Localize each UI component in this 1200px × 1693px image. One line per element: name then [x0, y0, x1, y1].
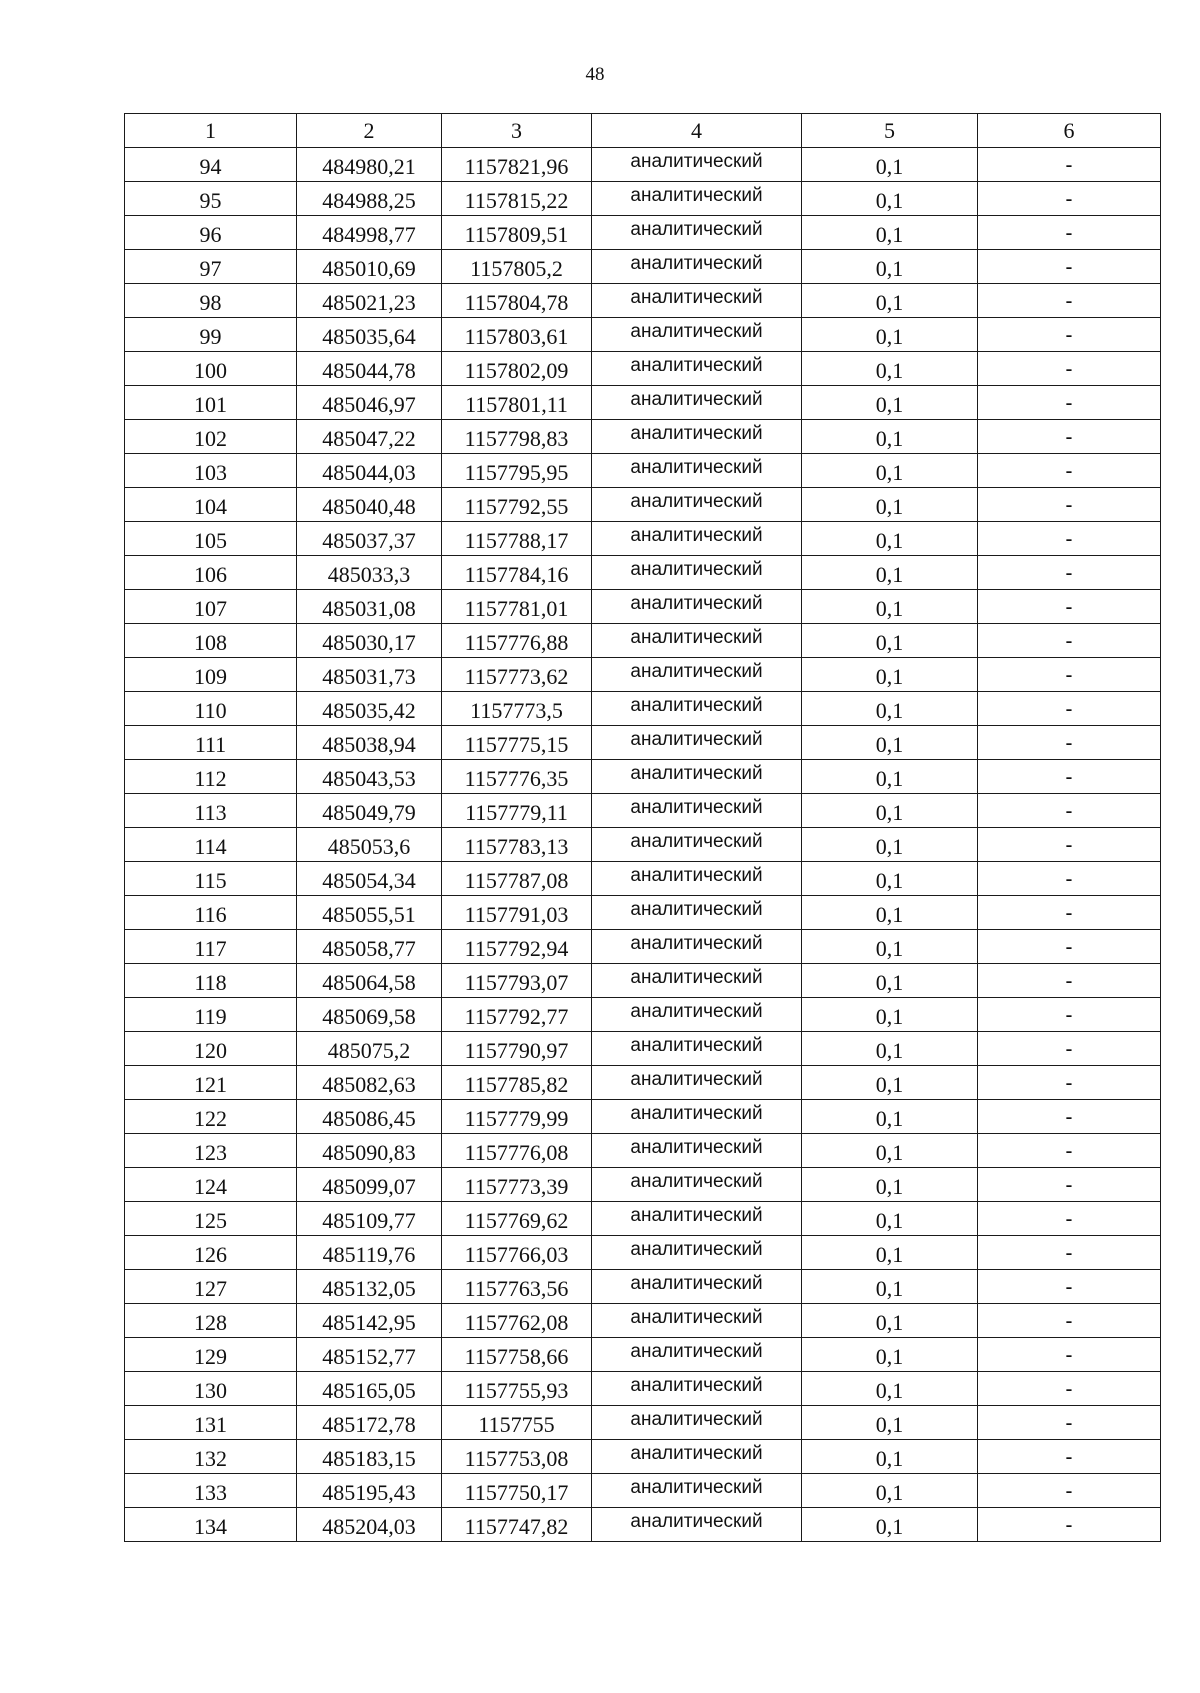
method-cell: аналитический — [592, 726, 802, 760]
note-cell: - — [978, 1270, 1161, 1304]
note-cell: - — [978, 1168, 1161, 1202]
note-cell: - — [978, 386, 1161, 420]
method-cell: аналитический — [592, 1066, 802, 1100]
coordinates-table-container — [124, 113, 1161, 1542]
note-cell: - — [978, 1100, 1161, 1134]
accuracy-cell: 0,1 — [802, 1372, 978, 1406]
note-cell: - — [978, 216, 1161, 250]
table-row — [125, 352, 1161, 386]
table-row — [125, 1474, 1161, 1508]
table-row — [125, 1372, 1161, 1406]
note-cell: - — [978, 1066, 1161, 1100]
y-coordinate-cell: 1157750,17 — [442, 1474, 592, 1508]
point-number-cell: 105 — [125, 522, 297, 556]
y-coordinate-cell: 1157773,39 — [442, 1168, 592, 1202]
method-cell: аналитический — [592, 964, 802, 998]
method-cell: аналитический — [592, 1508, 802, 1542]
point-number-cell: 96 — [125, 216, 297, 250]
accuracy-cell: 0,1 — [802, 590, 978, 624]
method-cell: аналитический — [592, 1474, 802, 1508]
y-coordinate-cell: 1157758,66 — [442, 1338, 592, 1372]
note-cell: - — [978, 1440, 1161, 1474]
table-row — [125, 182, 1161, 216]
table-row — [125, 420, 1161, 454]
y-coordinate-cell: 1157773,62 — [442, 658, 592, 692]
table-header-row — [125, 114, 1161, 148]
header-col-6: 6 — [978, 114, 1161, 148]
accuracy-cell: 0,1 — [802, 488, 978, 522]
x-coordinate-cell: 485204,03 — [297, 1508, 442, 1542]
accuracy-cell: 0,1 — [802, 1066, 978, 1100]
y-coordinate-cell: 1157792,55 — [442, 488, 592, 522]
y-coordinate-cell: 1157779,11 — [442, 794, 592, 828]
x-coordinate-cell: 485195,43 — [297, 1474, 442, 1508]
x-coordinate-cell: 485030,17 — [297, 624, 442, 658]
note-cell: - — [978, 488, 1161, 522]
point-number-cell: 106 — [125, 556, 297, 590]
y-coordinate-cell: 1157787,08 — [442, 862, 592, 896]
table-row — [125, 522, 1161, 556]
y-coordinate-cell: 1157781,01 — [442, 590, 592, 624]
method-cell: аналитический — [592, 658, 802, 692]
x-coordinate-cell: 485069,58 — [297, 998, 442, 1032]
method-cell: аналитический — [592, 352, 802, 386]
x-coordinate-cell: 485035,64 — [297, 318, 442, 352]
x-coordinate-cell: 485038,94 — [297, 726, 442, 760]
table-row — [125, 1134, 1161, 1168]
table-row — [125, 794, 1161, 828]
table-row — [125, 454, 1161, 488]
x-coordinate-cell: 485119,76 — [297, 1236, 442, 1270]
note-cell: - — [978, 964, 1161, 998]
coordinates-table — [124, 113, 1161, 1542]
method-cell: аналитический — [592, 488, 802, 522]
y-coordinate-cell: 1157776,35 — [442, 760, 592, 794]
x-coordinate-cell: 485044,03 — [297, 454, 442, 488]
y-coordinate-cell: 1157769,62 — [442, 1202, 592, 1236]
point-number-cell: 132 — [125, 1440, 297, 1474]
method-cell: аналитический — [592, 420, 802, 454]
method-cell: аналитический — [592, 1100, 802, 1134]
accuracy-cell: 0,1 — [802, 1236, 978, 1270]
note-cell: - — [978, 556, 1161, 590]
x-coordinate-cell: 485040,48 — [297, 488, 442, 522]
method-cell: аналитический — [592, 692, 802, 726]
x-coordinate-cell: 485099,07 — [297, 1168, 442, 1202]
y-coordinate-cell: 1157803,61 — [442, 318, 592, 352]
point-number-cell: 125 — [125, 1202, 297, 1236]
accuracy-cell: 0,1 — [802, 726, 978, 760]
note-cell: - — [978, 692, 1161, 726]
y-coordinate-cell: 1157821,96 — [442, 148, 592, 182]
point-number-cell: 114 — [125, 828, 297, 862]
accuracy-cell: 0,1 — [802, 1474, 978, 1508]
note-cell: - — [978, 1202, 1161, 1236]
point-number-cell: 123 — [125, 1134, 297, 1168]
accuracy-cell: 0,1 — [802, 318, 978, 352]
note-cell: - — [978, 1474, 1161, 1508]
x-coordinate-cell: 484988,25 — [297, 182, 442, 216]
method-cell: аналитический — [592, 1134, 802, 1168]
note-cell: - — [978, 1338, 1161, 1372]
point-number-cell: 103 — [125, 454, 297, 488]
accuracy-cell: 0,1 — [802, 1032, 978, 1066]
note-cell: - — [978, 828, 1161, 862]
x-coordinate-cell: 484980,21 — [297, 148, 442, 182]
note-cell: - — [978, 284, 1161, 318]
point-number-cell: 107 — [125, 590, 297, 624]
note-cell: - — [978, 760, 1161, 794]
table-row — [125, 930, 1161, 964]
accuracy-cell: 0,1 — [802, 1270, 978, 1304]
accuracy-cell: 0,1 — [802, 930, 978, 964]
header-col-1: 1 — [125, 114, 297, 148]
x-coordinate-cell: 485132,05 — [297, 1270, 442, 1304]
y-coordinate-cell: 1157804,78 — [442, 284, 592, 318]
note-cell: - — [978, 794, 1161, 828]
point-number-cell: 121 — [125, 1066, 297, 1100]
table-row — [125, 1508, 1161, 1542]
y-coordinate-cell: 1157795,95 — [442, 454, 592, 488]
point-number-cell: 117 — [125, 930, 297, 964]
y-coordinate-cell: 1157802,09 — [442, 352, 592, 386]
method-cell: аналитический — [592, 1270, 802, 1304]
point-number-cell: 118 — [125, 964, 297, 998]
table-row — [125, 1270, 1161, 1304]
note-cell: - — [978, 1406, 1161, 1440]
point-number-cell: 100 — [125, 352, 297, 386]
method-cell: аналитический — [592, 1372, 802, 1406]
x-coordinate-cell: 485055,51 — [297, 896, 442, 930]
x-coordinate-cell: 485064,58 — [297, 964, 442, 998]
point-number-cell: 133 — [125, 1474, 297, 1508]
table-row — [125, 726, 1161, 760]
note-cell: - — [978, 1372, 1161, 1406]
y-coordinate-cell: 1157755,93 — [442, 1372, 592, 1406]
table-row — [125, 250, 1161, 284]
table-row — [125, 1406, 1161, 1440]
y-coordinate-cell: 1157805,2 — [442, 250, 592, 284]
accuracy-cell: 0,1 — [802, 420, 978, 454]
point-number-cell: 130 — [125, 1372, 297, 1406]
accuracy-cell: 0,1 — [802, 250, 978, 284]
table-row — [125, 1236, 1161, 1270]
accuracy-cell: 0,1 — [802, 624, 978, 658]
y-coordinate-cell: 1157791,03 — [442, 896, 592, 930]
table-row — [125, 590, 1161, 624]
x-coordinate-cell: 485090,83 — [297, 1134, 442, 1168]
header-col-4: 4 — [592, 114, 802, 148]
x-coordinate-cell: 485075,2 — [297, 1032, 442, 1066]
point-number-cell: 97 — [125, 250, 297, 284]
table-row — [125, 760, 1161, 794]
x-coordinate-cell: 485046,97 — [297, 386, 442, 420]
method-cell: аналитический — [592, 1304, 802, 1338]
note-cell: - — [978, 624, 1161, 658]
point-number-cell: 98 — [125, 284, 297, 318]
y-coordinate-cell: 1157792,77 — [442, 998, 592, 1032]
x-coordinate-cell: 485142,95 — [297, 1304, 442, 1338]
method-cell: аналитический — [592, 386, 802, 420]
x-coordinate-cell: 485010,69 — [297, 250, 442, 284]
point-number-cell: 131 — [125, 1406, 297, 1440]
table-row — [125, 658, 1161, 692]
y-coordinate-cell: 1157784,16 — [442, 556, 592, 590]
y-coordinate-cell: 1157809,51 — [442, 216, 592, 250]
accuracy-cell: 0,1 — [802, 998, 978, 1032]
table-row — [125, 386, 1161, 420]
y-coordinate-cell: 1157776,88 — [442, 624, 592, 658]
method-cell: аналитический — [592, 216, 802, 250]
method-cell: аналитический — [592, 760, 802, 794]
x-coordinate-cell: 485021,23 — [297, 284, 442, 318]
point-number-cell: 110 — [125, 692, 297, 726]
note-cell: - — [978, 658, 1161, 692]
point-number-cell: 109 — [125, 658, 297, 692]
point-number-cell: 115 — [125, 862, 297, 896]
note-cell: - — [978, 1508, 1161, 1542]
point-number-cell: 124 — [125, 1168, 297, 1202]
table-row — [125, 318, 1161, 352]
method-cell: аналитический — [592, 182, 802, 216]
x-coordinate-cell: 485082,63 — [297, 1066, 442, 1100]
method-cell: аналитический — [592, 624, 802, 658]
accuracy-cell: 0,1 — [802, 1100, 978, 1134]
table-row — [125, 1304, 1161, 1338]
table-row — [125, 556, 1161, 590]
y-coordinate-cell: 1157783,13 — [442, 828, 592, 862]
x-coordinate-cell: 485031,73 — [297, 658, 442, 692]
method-cell: аналитический — [592, 998, 802, 1032]
accuracy-cell: 0,1 — [802, 794, 978, 828]
note-cell: - — [978, 1236, 1161, 1270]
table-row — [125, 896, 1161, 930]
accuracy-cell: 0,1 — [802, 862, 978, 896]
point-number-cell: 126 — [125, 1236, 297, 1270]
point-number-cell: 101 — [125, 386, 297, 420]
table-row — [125, 216, 1161, 250]
point-number-cell: 119 — [125, 998, 297, 1032]
accuracy-cell: 0,1 — [802, 352, 978, 386]
accuracy-cell: 0,1 — [802, 1338, 978, 1372]
x-coordinate-cell: 485058,77 — [297, 930, 442, 964]
y-coordinate-cell: 1157773,5 — [442, 692, 592, 726]
note-cell: - — [978, 454, 1161, 488]
x-coordinate-cell: 485053,6 — [297, 828, 442, 862]
y-coordinate-cell: 1157763,56 — [442, 1270, 592, 1304]
point-number-cell: 122 — [125, 1100, 297, 1134]
method-cell: аналитический — [592, 1338, 802, 1372]
accuracy-cell: 0,1 — [802, 1134, 978, 1168]
accuracy-cell: 0,1 — [802, 1440, 978, 1474]
point-number-cell: 112 — [125, 760, 297, 794]
accuracy-cell: 0,1 — [802, 964, 978, 998]
table-body — [125, 148, 1161, 1542]
method-cell: аналитический — [592, 522, 802, 556]
method-cell: аналитический — [592, 862, 802, 896]
table-row — [125, 624, 1161, 658]
accuracy-cell: 0,1 — [802, 896, 978, 930]
x-coordinate-cell: 484998,77 — [297, 216, 442, 250]
header-col-3: 3 — [442, 114, 592, 148]
point-number-cell: 104 — [125, 488, 297, 522]
x-coordinate-cell: 485033,3 — [297, 556, 442, 590]
y-coordinate-cell: 1157775,15 — [442, 726, 592, 760]
y-coordinate-cell: 1157776,08 — [442, 1134, 592, 1168]
x-coordinate-cell: 485086,45 — [297, 1100, 442, 1134]
point-number-cell: 111 — [125, 726, 297, 760]
table-row — [125, 488, 1161, 522]
method-cell: аналитический — [592, 590, 802, 624]
note-cell: - — [978, 590, 1161, 624]
x-coordinate-cell: 485054,34 — [297, 862, 442, 896]
note-cell: - — [978, 726, 1161, 760]
y-coordinate-cell: 1157753,08 — [442, 1440, 592, 1474]
note-cell: - — [978, 998, 1161, 1032]
table-row — [125, 692, 1161, 726]
table-row — [125, 1202, 1161, 1236]
note-cell: - — [978, 522, 1161, 556]
table-row — [125, 862, 1161, 896]
accuracy-cell: 0,1 — [802, 284, 978, 318]
table-row — [125, 828, 1161, 862]
accuracy-cell: 0,1 — [802, 1202, 978, 1236]
method-cell: аналитический — [592, 930, 802, 964]
accuracy-cell: 0,1 — [802, 182, 978, 216]
y-coordinate-cell: 1157766,03 — [442, 1236, 592, 1270]
y-coordinate-cell: 1157747,82 — [442, 1508, 592, 1542]
method-cell: аналитический — [592, 1406, 802, 1440]
header-col-5: 5 — [802, 114, 978, 148]
x-coordinate-cell: 485035,42 — [297, 692, 442, 726]
method-cell: аналитический — [592, 828, 802, 862]
table-row — [125, 1100, 1161, 1134]
x-coordinate-cell: 485031,08 — [297, 590, 442, 624]
accuracy-cell: 0,1 — [802, 760, 978, 794]
x-coordinate-cell: 485043,53 — [297, 760, 442, 794]
point-number-cell: 95 — [125, 182, 297, 216]
accuracy-cell: 0,1 — [802, 386, 978, 420]
method-cell: аналитический — [592, 556, 802, 590]
note-cell: - — [978, 1304, 1161, 1338]
point-number-cell: 128 — [125, 1304, 297, 1338]
x-coordinate-cell: 485049,79 — [297, 794, 442, 828]
accuracy-cell: 0,1 — [802, 148, 978, 182]
method-cell: аналитический — [592, 1236, 802, 1270]
accuracy-cell: 0,1 — [802, 1508, 978, 1542]
note-cell: - — [978, 182, 1161, 216]
note-cell: - — [978, 1032, 1161, 1066]
note-cell: - — [978, 1134, 1161, 1168]
x-coordinate-cell: 485165,05 — [297, 1372, 442, 1406]
method-cell: аналитический — [592, 284, 802, 318]
header-col-2: 2 — [297, 114, 442, 148]
page-number: 48 — [585, 64, 605, 85]
method-cell: аналитический — [592, 1032, 802, 1066]
accuracy-cell: 0,1 — [802, 828, 978, 862]
y-coordinate-cell: 1157788,17 — [442, 522, 592, 556]
table-row — [125, 1440, 1161, 1474]
y-coordinate-cell: 1157798,83 — [442, 420, 592, 454]
method-cell: аналитический — [592, 250, 802, 284]
note-cell: - — [978, 148, 1161, 182]
accuracy-cell: 0,1 — [802, 1406, 978, 1440]
y-coordinate-cell: 1157785,82 — [442, 1066, 592, 1100]
x-coordinate-cell: 485183,15 — [297, 1440, 442, 1474]
accuracy-cell: 0,1 — [802, 658, 978, 692]
table-row — [125, 1168, 1161, 1202]
note-cell: - — [978, 862, 1161, 896]
accuracy-cell: 0,1 — [802, 1304, 978, 1338]
x-coordinate-cell: 485047,22 — [297, 420, 442, 454]
note-cell: - — [978, 930, 1161, 964]
accuracy-cell: 0,1 — [802, 692, 978, 726]
point-number-cell: 108 — [125, 624, 297, 658]
y-coordinate-cell: 1157815,22 — [442, 182, 592, 216]
point-number-cell: 116 — [125, 896, 297, 930]
table-row — [125, 284, 1161, 318]
point-number-cell: 99 — [125, 318, 297, 352]
method-cell: аналитический — [592, 454, 802, 488]
y-coordinate-cell: 1157790,97 — [442, 1032, 592, 1066]
table-row — [125, 1066, 1161, 1100]
accuracy-cell: 0,1 — [802, 556, 978, 590]
method-cell: аналитический — [592, 1202, 802, 1236]
y-coordinate-cell: 1157792,94 — [442, 930, 592, 964]
point-number-cell: 120 — [125, 1032, 297, 1066]
accuracy-cell: 0,1 — [802, 454, 978, 488]
x-coordinate-cell: 485037,37 — [297, 522, 442, 556]
table-row — [125, 964, 1161, 998]
y-coordinate-cell: 1157762,08 — [442, 1304, 592, 1338]
point-number-cell: 113 — [125, 794, 297, 828]
table-row — [125, 1338, 1161, 1372]
method-cell: аналитический — [592, 1168, 802, 1202]
note-cell: - — [978, 352, 1161, 386]
accuracy-cell: 0,1 — [802, 522, 978, 556]
method-cell: аналитический — [592, 896, 802, 930]
point-number-cell: 129 — [125, 1338, 297, 1372]
table-row — [125, 998, 1161, 1032]
note-cell: - — [978, 318, 1161, 352]
note-cell: - — [978, 420, 1161, 454]
accuracy-cell: 0,1 — [802, 1168, 978, 1202]
x-coordinate-cell: 485044,78 — [297, 352, 442, 386]
method-cell: аналитический — [592, 1440, 802, 1474]
y-coordinate-cell: 1157793,07 — [442, 964, 592, 998]
point-number-cell: 134 — [125, 1508, 297, 1542]
y-coordinate-cell: 1157755 — [442, 1406, 592, 1440]
method-cell: аналитический — [592, 148, 802, 182]
accuracy-cell: 0,1 — [802, 216, 978, 250]
x-coordinate-cell: 485172,78 — [297, 1406, 442, 1440]
point-number-cell: 127 — [125, 1270, 297, 1304]
y-coordinate-cell: 1157801,11 — [442, 386, 592, 420]
y-coordinate-cell: 1157779,99 — [442, 1100, 592, 1134]
point-number-cell: 94 — [125, 148, 297, 182]
method-cell: аналитический — [592, 318, 802, 352]
point-number-cell: 102 — [125, 420, 297, 454]
x-coordinate-cell: 485152,77 — [297, 1338, 442, 1372]
note-cell: - — [978, 250, 1161, 284]
method-cell: аналитический — [592, 794, 802, 828]
table-row — [125, 1032, 1161, 1066]
table-row — [125, 148, 1161, 182]
x-coordinate-cell: 485109,77 — [297, 1202, 442, 1236]
note-cell: - — [978, 896, 1161, 930]
